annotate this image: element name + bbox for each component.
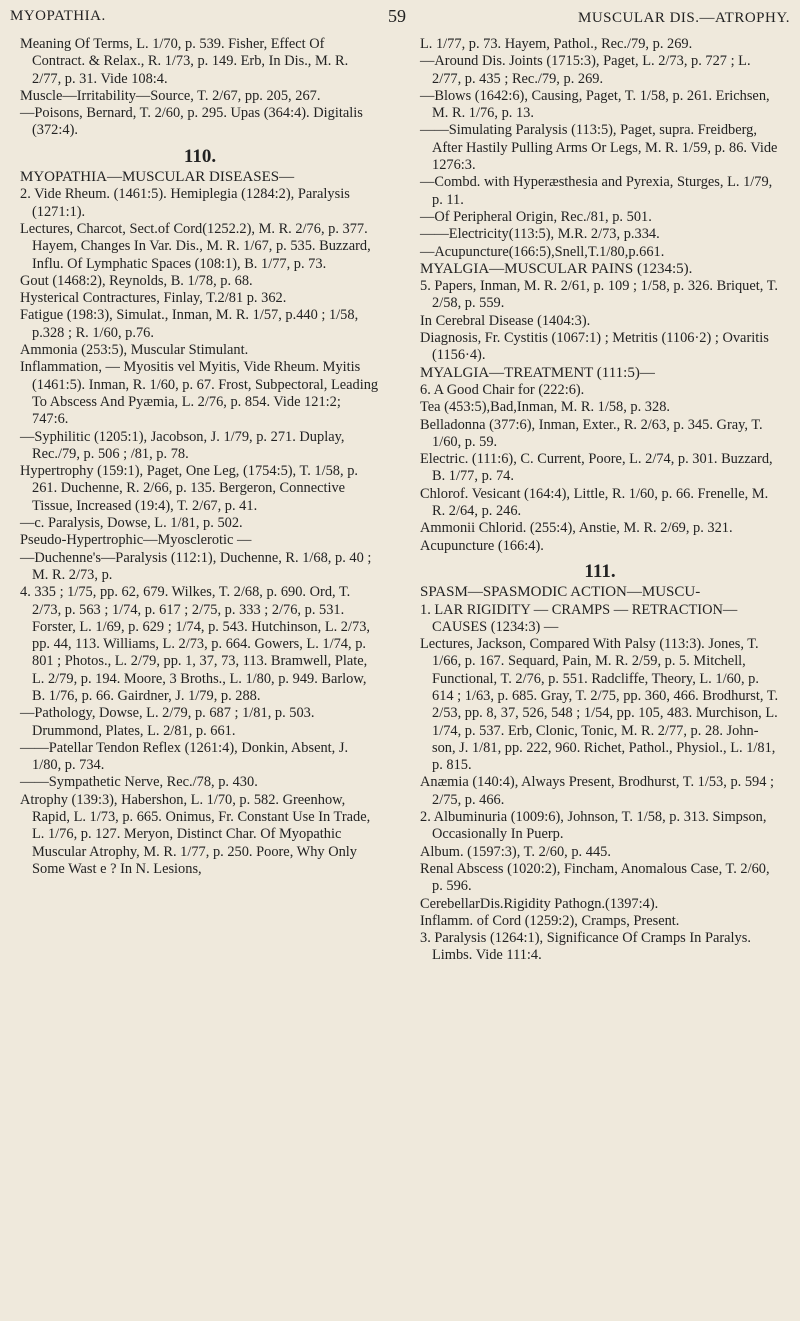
entry: —Combd. with Hyperæsthesia and Pyrexia, Sturges, L. 1/79, p. 11.	[420, 174, 773, 208]
section-heading: MYALGIA—TREATMENT (111:5)—	[420, 364, 655, 381]
entry: Chlorof. Vesicant (164:4), Little, R. 1/60, p. 66. Frenelle, M. R. 2/64, p. 246.	[420, 485, 769, 520]
entry: Muscle—Irritability—Source, T. 2/67, pp. 205, 267.	[20, 87, 321, 104]
entry: —Around Dis. Joints (1715:3), Paget, L. 2/73, p. 727 ; L. 2/77, p. 435 ; Rec./79, p. 269.	[420, 53, 751, 87]
entry: CerebellarDis.Rigidity Pathogn.(1397:4).	[420, 895, 659, 912]
left-column	[20, 36, 380, 878]
entry: Diagnosis, Fr. Cystitis (1067:1) ; Metritis (1106·2) ; Ovaritis (1156·4).	[420, 330, 769, 364]
entry: —Blows (1642:6), Causing, Paget, T. 1/58, p. 261. Erichsen, M. R. 1/76, p. 13.	[420, 87, 770, 122]
entry: Anæmia (140:4), Always Present, Brodhurst, T. 1/53, p. 594 ; 2/75, p. 466.	[420, 774, 775, 808]
entry: Acupuncture (166:4).	[420, 537, 544, 554]
entry: ——Patellar Tendon Reflex (1261:4), Donkin, Absent, J. 1/80, p. 734.	[20, 739, 349, 774]
entry: Tea (453:5),Bad,Inman, M. R. 1/58, p. 328.	[420, 399, 670, 416]
entry: —Poisons, Bernard, T. 2/60, p. 295. Upas (364:4). Digitalis (372:4).	[20, 105, 363, 139]
entry: L. 1/77, p. 73. Hayem, Pathol., Rec./79, p. 269.	[420, 36, 693, 52]
entry: —Pathology, Dowse, L. 2/79, p. 687 ; 1/81, p. 503. Drummond, Plates, L. 2/81, p. 661.	[20, 705, 315, 739]
entry: 5. Papers, Inman, M. R. 2/61, p. 109 ; 1/58, p. 326. Briquet, T. 2/58, p. 559.	[420, 278, 779, 312]
running-header	[0, 8, 800, 34]
entry: Pseudo-Hypertrophic—Myosclerotic —	[20, 532, 252, 549]
entry: Belladonna (377:6), Inman, Exter., R. 2/63, p. 345. Gray, T. 1/60, p. 59.	[420, 416, 763, 450]
section-heading: SPASM—SPASMODIC ACTION—MUSCU-	[420, 584, 701, 601]
entry: —c. Paralysis, Dowse, L. 1/81, p. 502.	[20, 515, 243, 532]
entry: Fatigue (198:3), Simulat., Inman, M. R. 1/57, p.440 ; 1/58, p.328 ; R. 1/60, p.76.	[20, 307, 359, 341]
entry: Hypertrophy (159:1), Paget, One Leg, (1754:5), T. 1/58, p. 261. Duchenne, R. 2/66, p. 135. Bergeron, Connective Tissue, Increased (19:4), T. 2/67, p. 41.	[20, 463, 358, 514]
entry: —Duchenne's—Paralysis (112:1), Duchenne, R. 1/68, p. 40 ; M. R. 2/73, p.	[20, 549, 372, 583]
entry: Inflammation, — Myositis vel Myitis, Vide Rheum. Myitis (1461:5). Inman, R. 1/60, p. 67. Frost, Subpectoral, Leading To Abscess And Pyæmia, L. 2/76, p. 854. Vide 121:2; 747:6.	[20, 359, 379, 428]
section-number: 111.	[584, 560, 616, 582]
entry: 4. 335 ; 1/75, pp. 62, 679. Wilkes, T. 2/68, p. 690. Ord, T. 2/73, p. 563 ; 1/74, p. 617 ; 2/75, p. 333 ; 2/76, p. 531. Forster, L. 1/69, p. 629 ; 1/74, p. 543. Hutchinson, L. 2/73, pp. 44, 113. Williams, L. 2/73, p. 664. Gowers, L. 1/74, p. 801 ; Photos., L. 2/79, pp. 1, 37, 73, 113. Bramwell, Plate, L. 2/79, p. 194. Moore, 3 Broths., L. 1/80, p. 949. Barlow, B. 1/76, p. 66. Gairdner, J. 1/79, p. 288.	[20, 584, 370, 704]
section-number: 110.	[183, 145, 217, 167]
entry: Renal Abscess (1020:2), Fincham, Anomalous Case, T. 2/60, p. 596.	[420, 860, 770, 895]
header-right: MUSCULAR DIS.—ATROPHY.	[577, 10, 790, 26]
header-left: MYOPATHIA.	[10, 8, 106, 24]
entry: 2. Albuminuria (1009:6), Johnson, T. 1/58, p. 313. Simpson, Occasionally In Puerp.	[420, 809, 767, 843]
section-heading: MYALGIA—MUSCULAR PAINS (1234:5).	[420, 260, 693, 277]
entry: —Syphilitic (1205:1), Jacobson, J. 1/79, p. 271. Duplay, Rec./79, p. 506 ; /81, p. 78.	[20, 428, 345, 462]
entry: Hysterical Contractures, Finlay, T.2/81 p. 362.	[20, 290, 287, 307]
section-heading: MYOPATHIA—MUSCULAR DISEASES—	[20, 169, 295, 186]
entry: ——Simulating Paralysis (113:5), Paget, supra. Freidberg, After Hastily Pulling Arms Or Legs, M. R. 1/59, p. 86. Vide 1276:3.	[420, 122, 778, 174]
entry: Atrophy (139:3), Habershon, L. 1/70, p. 582. Greenhow, Rapid, L. 1/73, p. 665. Onimus, Fr. Constant Use In Trade, L. 1/76, p. 127. Meryon, Distinct Char. Of Myopathic Muscular Atrophy, M. R. 1/77, p. 250. Poore, Why Only Some Wast e ? In N. Lesions,	[20, 791, 371, 877]
entry: Ammonii Chlorid. (255:4), Anstie, M. R. 2/69, p. 321.	[420, 520, 733, 537]
entry: 6. A Good Chair for (222:6).	[420, 381, 585, 398]
entry: 3. Paralysis (1264:1), Significance Of Cramps In Paralys. Limbs. Vide 111:4.	[420, 930, 751, 964]
entry: Ammonia (253:5), Muscular Stimulant.	[20, 342, 249, 359]
entry: Lectures, Charcot, Sect.of Cord(1252.2), M. R. 2/76, p. 377. Hayem, Changes In Var. Dis., M. R. 1/67, p. 535. Buzzard, Influ. Of Lymphatic Spaces (108:1), B. 1/77, p. 73.	[20, 220, 371, 272]
entry: Electric. (111:6), C. Current, Poore, L. 2/74, p. 301. Buzzard, B. 1/77, p. 74.	[420, 451, 773, 485]
entry: Album. (1597:3), T. 2/60, p. 445.	[420, 843, 611, 860]
entry: ——Sympathetic Nerve, Rec./78, p. 430.	[20, 774, 258, 791]
entry: ——Electricity(113:5), M.R. 2/73, p.334.	[420, 226, 660, 243]
entry: —Of Peripheral Origin, Rec./81, p. 501.	[420, 208, 652, 225]
entry: Inflamm. of Cord (1259:2), Cramps, Present.	[420, 912, 680, 929]
entry: Meaning Of Terms, L. 1/70, p. 539. Fisher, Effect Of Contract. & Relax., R. 1/73, p. 149. Erb, In Dis., M. R. 2/77, p. 31. Vide 108:4.	[20, 36, 349, 87]
entry: In Cerebral Disease (1404:3).	[420, 312, 591, 329]
page-number: 59	[388, 6, 406, 26]
entry: 2. Vide Rheum. (1461:5). Hemiplegia (1284:2), Paralysis (1271:1).	[20, 186, 350, 220]
right-column	[420, 36, 780, 965]
entry: —Acupuncture(166:5),Snell,T.1/80,p.661.	[420, 243, 665, 260]
entry: Lectures, Jackson, Compared With Palsy (113:3). Jones, T. 1/66, p. 167. Sequard, Pain, M. R. 2/59, p. 5. Mitchell, Functional, T. 2/76, p. 551. Radcliffe, Theory, L. 1/60, p. 614 ; 1/63, p. 685. Gray, T. 2/75, pp. 360, 466. Brodhurst, T. 2/53, pp. 8, 37, 526, 548 ; 1/54, pp. 105, 483. Murchison, L. 1/74, p. 537. Erb, Clonic, Tonic, M. R. 2/77, p. 28. John-son, J. 1/81, pp. 222, 960. Richet, Pathol., Physiol., L. 1/81, p. 815.	[420, 636, 779, 774]
entry: Gout (1468:2), Reynolds, B. 1/78, p. 68.	[20, 272, 253, 289]
section-heading-continued: 1. LAR RIGIDITY — CRAMPS — RETRACTION—CAUSES (1234:3) —	[420, 601, 738, 635]
